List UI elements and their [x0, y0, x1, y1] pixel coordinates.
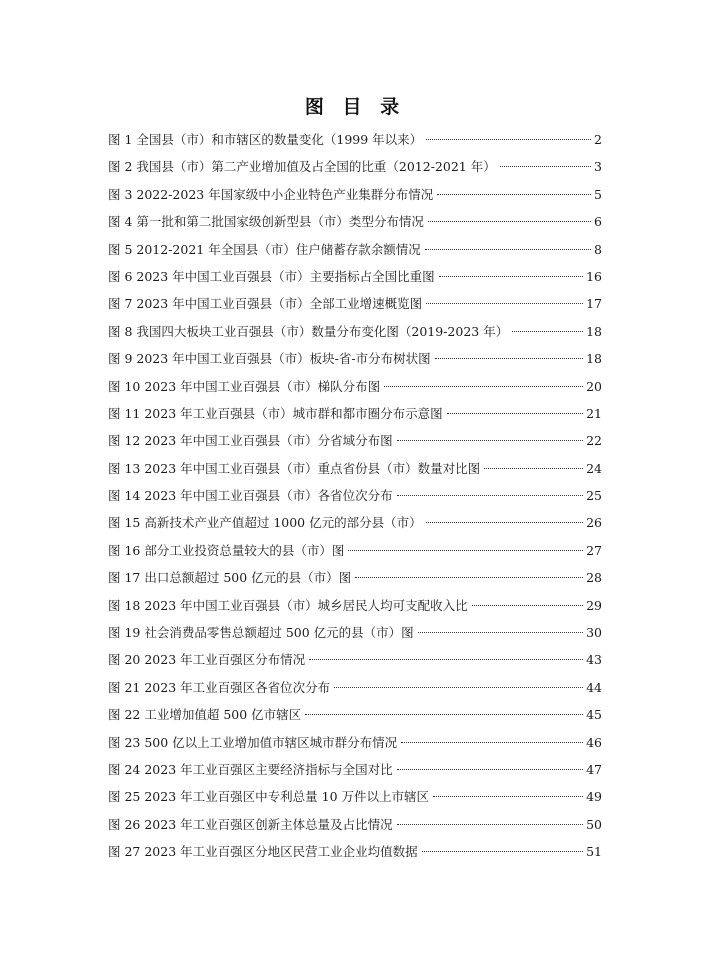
dot-leader [426, 522, 583, 523]
dot-leader [426, 303, 583, 304]
toc-entry[interactable] [108, 592, 602, 619]
toc-entry[interactable] [108, 811, 602, 838]
toc-entry-page-number: 21 [586, 405, 602, 421]
dot-leader [397, 824, 583, 825]
dot-leader [433, 796, 583, 797]
toc-entry-page-number: 29 [586, 597, 602, 613]
toc-entry[interactable] [108, 729, 602, 756]
toc-entry-page-number: 25 [586, 488, 602, 504]
dot-leader [484, 468, 583, 469]
toc-entry-label: 图 1 全国县（市）和市辖区的数量变化（1999 年以来） [108, 132, 423, 147]
dot-leader [334, 687, 583, 688]
dot-leader [428, 221, 591, 222]
toc-entry-label: 图 2 我国县（市）第二产业增加值及占全国的比重（2012-2021 年） [108, 159, 496, 175]
toc-entry-label: 图 22 工业增加值超 500 亿市辖区 [108, 707, 302, 723]
toc-entry-label: 图 12 2023 年中国工业百强县（市）分省域分布图 [108, 433, 393, 449]
toc-entry-page-number: 26 [586, 515, 602, 531]
toc-entry[interactable] [108, 400, 602, 427]
dot-leader [355, 577, 583, 578]
toc-entry[interactable] [108, 482, 602, 509]
toc-entry-label: 图 21 2023 年工业百强区各省位次分布 [108, 679, 331, 695]
toc-entry-page-number: 6 [594, 214, 602, 230]
toc-entry-label: 图 9 2023 年中国工业百强县（市）板块-省-市分布树状图 [108, 351, 431, 367]
toc-entry-page-number: 27 [586, 542, 602, 558]
toc-entry-label: 图 8 我国四大板块工业百强县（市）数量分布变化图（2019-2023 年） [108, 323, 509, 339]
toc-entry-label: 图 17 出口总额超过 500 亿元的县（市）图 [108, 570, 352, 586]
toc-entry-page-number: 20 [586, 378, 602, 394]
toc-entry[interactable] [108, 838, 602, 865]
toc-entry-label: 图 4 第一批和第二批国家级创新型县（市）类型分布情况 [108, 214, 424, 230]
toc-entry-page-number: 8 [594, 241, 602, 257]
toc-entry-page-number: 43 [586, 652, 602, 668]
toc-entry-label: 图 3 2022-2023 年国家级中小企业特色产业集群分布情况 [108, 186, 434, 202]
dot-leader [425, 249, 591, 250]
toc-entry-page-number: 46 [586, 734, 602, 750]
toc-entry[interactable] [108, 373, 602, 400]
toc-entry-page-number: 49 [586, 789, 602, 805]
toc-entry-label: 图 13 2023 年中国工业百强县（市）重点省份县（市）数量对比图 [108, 460, 481, 476]
toc-entry[interactable] [108, 646, 602, 673]
dot-leader [401, 742, 583, 743]
toc-entry-label: 图 25 2023 年工业百强区中专利总量 10 万件以上市辖区 [108, 789, 429, 805]
toc-entry-page-number: 22 [586, 433, 602, 449]
toc-entry-label: 图 24 2023 年工业百强区主要经济指标与全国对比 [108, 761, 393, 777]
toc-entry-page-number: 28 [586, 570, 602, 586]
toc-entry[interactable] [108, 564, 602, 591]
toc-entry-label: 图 27 2023 年工业百强区分地区民营工业企业均值数据 [108, 844, 418, 860]
toc-entry-page-number: 50 [586, 816, 602, 832]
toc-entry-page-number: 16 [586, 268, 602, 284]
dot-leader [384, 386, 583, 387]
toc-entry[interactable] [108, 509, 602, 536]
toc-entry[interactable] [108, 427, 602, 454]
toc-entry[interactable] [108, 674, 602, 701]
toc-entry[interactable] [108, 701, 602, 728]
toc-entry-page-number: 17 [586, 296, 602, 312]
dot-leader [426, 139, 591, 140]
toc-entry-label: 图 19 社会消费品零售总额超过 500 亿元的县（市）图 [108, 625, 414, 641]
toc-entry-page-number: 51 [586, 844, 602, 860]
dot-leader [397, 769, 583, 770]
toc-entry[interactable] [108, 619, 602, 646]
toc-entry-label: 图 11 2023 年工业百强县（市）城市群和都市圈分布示意图 [108, 405, 443, 421]
toc-entry-label: 图 20 2023 年工业百强区分布情况 [108, 652, 306, 668]
dot-leader [397, 440, 583, 441]
dot-leader [500, 166, 591, 167]
toc-entry-label: 图 23 500 亿以上工业增加值市辖区城市群分布情况 [108, 734, 398, 750]
toc-entry-label: 图 26 2023 年工业百强区创新主体总量及占比情况 [108, 816, 393, 832]
dot-leader [305, 714, 583, 715]
figure-list [108, 126, 602, 866]
dot-leader [397, 495, 583, 496]
toc-entry-label: 图 7 2023 年中国工业百强县（市）全部工业增速概览图 [108, 296, 423, 312]
toc-entry[interactable] [108, 208, 602, 235]
toc-entry-label: 图 14 2023 年中国工业百强县（市）各省位次分布 [108, 488, 393, 504]
toc-entry-label: 图 6 2023 年中国工业百强县（市）主要指标占全国比重图 [108, 268, 435, 284]
toc-entry-page-number: 18 [586, 323, 602, 339]
toc-entry-page-number: 2 [594, 132, 602, 147]
toc-entry[interactable] [108, 318, 602, 345]
toc-entry[interactable] [108, 345, 602, 372]
toc-entry[interactable] [108, 263, 602, 290]
toc-entry-page-number: 44 [586, 679, 602, 695]
toc-entry[interactable] [108, 236, 602, 263]
toc-entry-page-number: 47 [586, 761, 602, 777]
toc-entry[interactable] [108, 153, 602, 180]
toc-entry-label: 图 18 2023 年中国工业百强县（市）城乡居民人均可支配收入比 [108, 597, 468, 613]
toc-entry[interactable] [108, 756, 602, 783]
dot-leader [512, 331, 583, 332]
dot-leader [447, 413, 583, 414]
dot-leader [309, 659, 583, 660]
dot-leader [472, 605, 583, 606]
toc-entry-label: 图 10 2023 年中国工业百强县（市）梯队分布图 [108, 378, 381, 394]
toc-entry[interactable] [108, 181, 602, 208]
toc-entry[interactable] [108, 455, 602, 482]
toc-entry-page-number: 30 [586, 625, 602, 641]
toc-entry-page-number: 45 [586, 707, 602, 723]
dot-leader [422, 851, 583, 852]
toc-entry-label: 图 15 高新技术产业产值超过 1000 亿元的部分县（市） [108, 515, 422, 531]
toc-entry[interactable] [108, 537, 602, 564]
toc-entry[interactable] [108, 290, 602, 317]
toc-entry[interactable] [108, 126, 602, 153]
toc-entry-page-number: 3 [594, 159, 602, 175]
dot-leader [418, 632, 583, 633]
toc-entry-page-number: 5 [594, 186, 602, 202]
toc-entry-label: 图 16 部分工业投资总量较大的县（市）图 [108, 542, 345, 558]
dot-leader [437, 194, 591, 195]
toc-entry-page-number: 24 [586, 460, 602, 476]
toc-entry-label: 图 5 2012-2021 年全国县（市）住户储蓄存款余额情况 [108, 241, 421, 257]
dot-leader [348, 550, 583, 551]
toc-entry-page-number: 18 [586, 351, 602, 367]
toc-entry[interactable] [108, 783, 602, 810]
dot-leader [435, 358, 583, 359]
page-title: 图 目 录 [304, 96, 406, 118]
dot-leader [439, 276, 583, 277]
